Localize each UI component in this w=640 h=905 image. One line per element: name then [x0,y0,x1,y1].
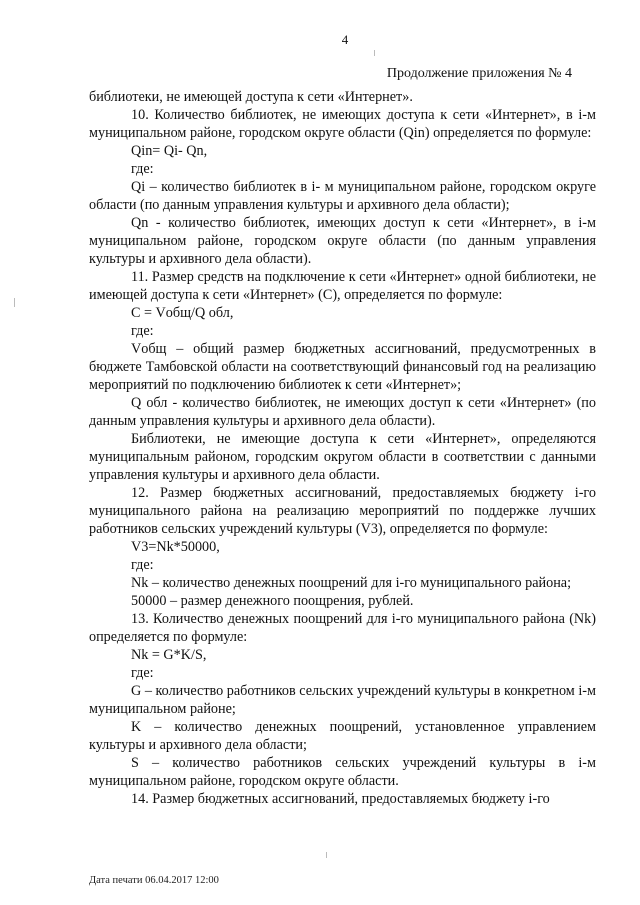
paragraph: 13. Количество денежных поощрений для i-го муниципального района (Nk) определяется по формуле: [89,611,596,645]
paragraph: Vобщ – общий размер бюджетных ассигнований, предусмотренных в бюджете Тамбовской области на соответствующий финансовый год на реализацию мероприятий по подключению библиотек к сети «Интернет»; [89,341,596,393]
paragraph: 14. Размер бюджетных ассигнований, предоставляемых бюджету i-го [131,791,550,807]
paragraph: 10. Количество библиотек, не имеющих доступа к сети «Интернет», в i-м муниципальном районе, городском округе области (Qin) определяется по формуле: [89,107,596,141]
paragraph: 11. Размер средств на подключение к сети «Интернет» одной библиотеки, не имеющей доступа к сети «Интернет» (C), определяется по формуле: [89,269,596,303]
paragraph: Qi – количество библиотек в i- м муниципальном районе, городском округе области (по данным управления культуры и архивного дела области); [89,179,596,213]
paragraph: G – количество работников сельских учреждений культуры в конкретном i-м муниципальном районе; [89,683,596,717]
page-number: 4 [341,32,349,47]
paragraph: 50000 – размер денежного поощрения, рублей. [131,593,414,609]
paragraph: где: [131,323,154,339]
paragraph: Qin= Qi- Qn, [131,143,208,159]
paragraph: где: [131,161,154,177]
paragraph: С = Vобщ/Q обл, [131,305,234,321]
paragraph: библиотеки, не имеющей доступа к сети «Интернет». [89,89,413,105]
paragraph: где: [131,557,154,573]
document-body [89,88,596,808]
paragraph: Nk = G*K/S, [131,647,207,663]
paragraph: Nk – количество денежных поощрений для i-го муниципального района; [131,575,572,591]
paragraph: Библиотеки, не имеющие доступа к сети «Интернет», определяются муниципальным районом, городским округом области в соответствии с данными управления культуры и архивного дела области. [89,431,596,483]
continuation-header: Продолжение приложения № 4 [386,66,572,81]
paragraph: Qn - количество библиотек, имеющих доступ к сети «Интернет», в i-м муниципальном районе, городском округе области (по данным управления культуры и архивного дела области). [89,215,596,267]
paragraph: Q обл - количество библиотек, не имеющих доступ к сети «Интернет» (по данным управления культуры и архивного дела области). [89,395,596,429]
paragraph: K – количество денежных поощрений, установленное управлением культуры и архивного дела области; [89,719,596,753]
margin-mark [374,50,375,56]
paragraph: S – количество работников сельских учреждений культуры в i-м муниципальном районе, городском округе области. [89,755,596,789]
print-date-footer: Дата печати 06.04.2017 12:00 [89,875,219,886]
margin-mark [14,298,15,307]
paragraph: где: [131,665,154,681]
paragraph: V3=Nk*50000, [131,539,220,555]
paragraph: 12. Размер бюджетных ассигнований, предоставляемых бюджету i-го муниципального района на реализацию мероприятий по поддержке лучших работников сельских учреждений культуры (V3), определяется по формуле: [89,485,596,537]
margin-mark [326,852,327,858]
